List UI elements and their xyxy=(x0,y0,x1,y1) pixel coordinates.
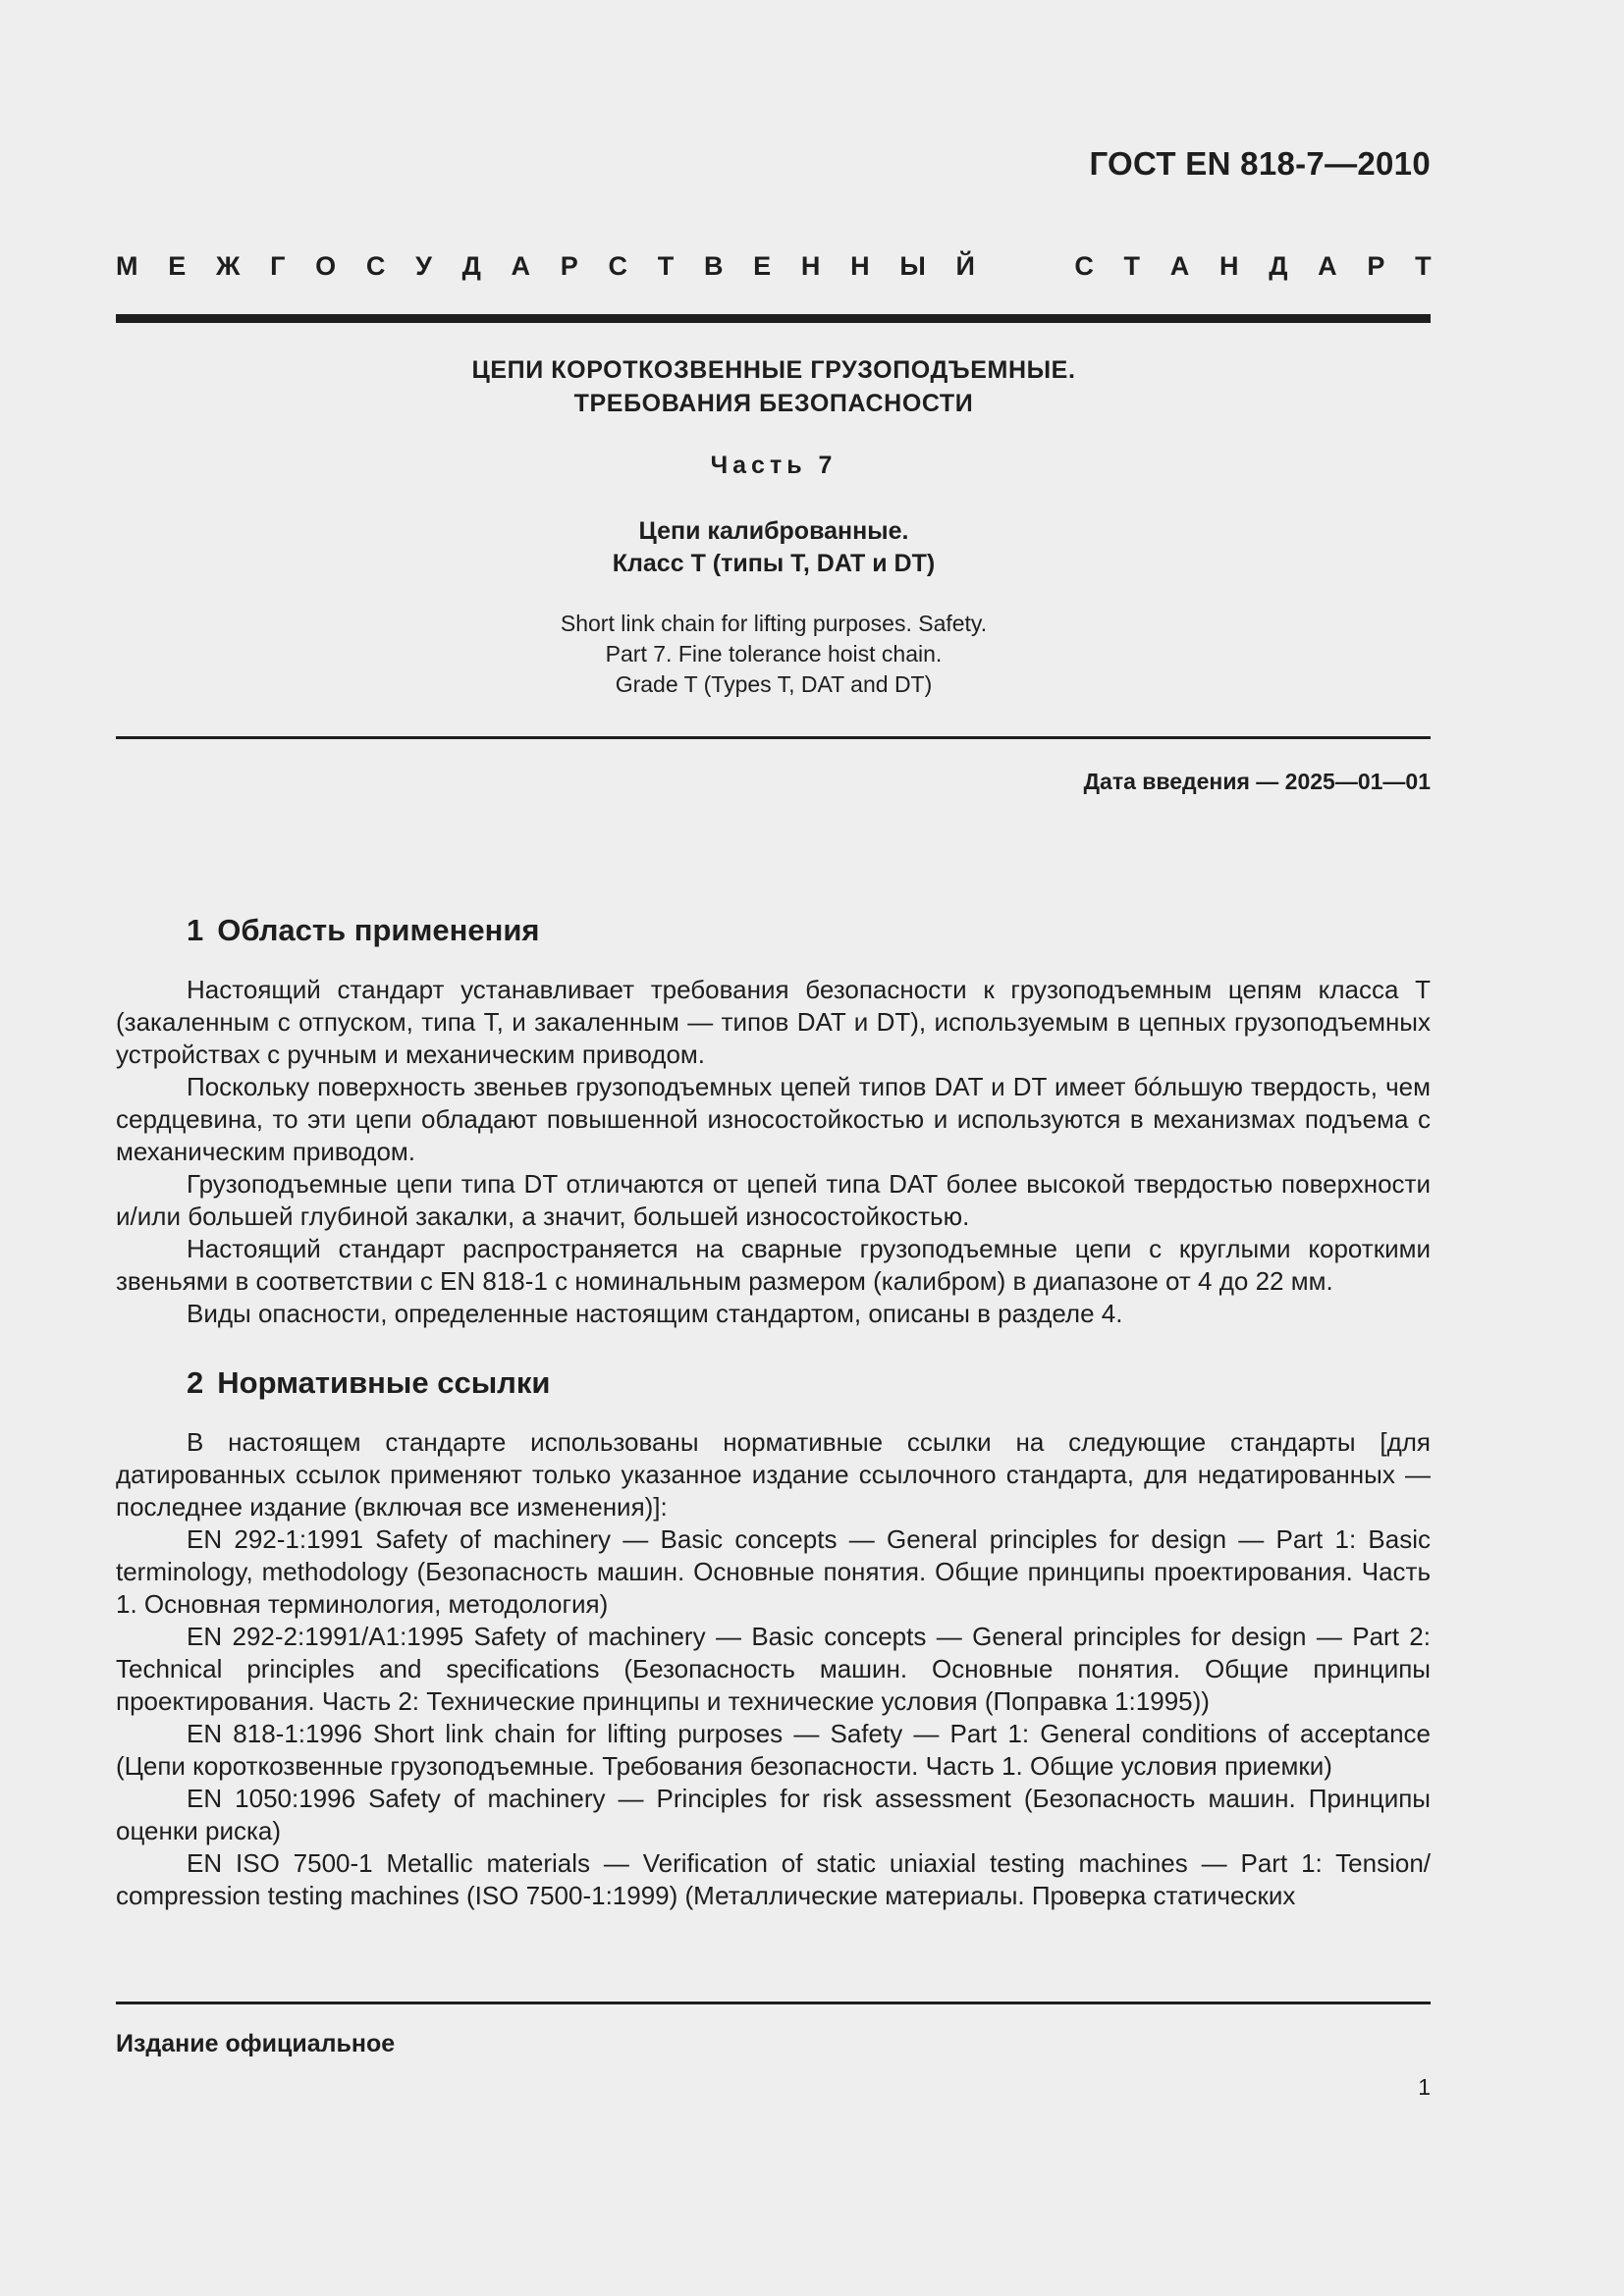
english-title-line-1: Short link chain for lifting purposes. Safety. xyxy=(560,611,988,636)
reference-entry: EN 292-2:1991/A1:1995 Safety of machinery — Basic concepts — General principles for design — Part 2: Technical principles and specifications (Безопасность машин. Основные понятия. Общие принципы проектирования. Часть 2: Технические принципы и технические условия (Поправка 1:1995)) xyxy=(116,1622,1431,1716)
banner-letter: А xyxy=(1318,251,1337,281)
document-title xyxy=(116,353,1432,420)
standard-banner xyxy=(116,251,1432,282)
reference-entry: EN 818-1:1996 Short link chain for lifting purposes — Safety — Part 1: General conditions of acceptance (Цепи короткозвенные грузоподъемные. Требования безопасности. Часть 1. Общие условия приемки) xyxy=(116,1719,1431,1781)
section-heading xyxy=(187,911,1431,950)
banner-letter: Т xyxy=(657,251,675,281)
banner-letter: У xyxy=(415,251,432,281)
title-line-1: ЦЕПИ КОРОТКОЗВЕННЫЕ ГРУЗОПОДЪЕМНЫЕ. xyxy=(471,356,1076,384)
paragraph: Настоящий стандарт распространяется на сварные грузоподъемные цепи с круглыми короткими звеньями в соответствии с EN 818-1 с номинальным размером (калибром) в диапазоне от 4 до 22 мм. xyxy=(116,1234,1431,1296)
banner-letter: Р xyxy=(1367,251,1385,281)
paragraph: Поскольку поверхность звеньев грузоподъемных цепей типов DAT и DT имеет бóльшую твердость, чем сердцевина, то эти цепи обладают повышенной износостойкостью и используются в механизмах подъема с механическим приводом. xyxy=(116,1072,1431,1166)
banner-letter: Д xyxy=(1269,251,1288,281)
paragraph: Виды опасности, определенные настоящим стандартом, описаны в разделе 4. xyxy=(187,1299,1123,1328)
english-title-line-3: Grade T (Types T, DAT and DT) xyxy=(615,671,933,697)
document-code: ГОСТ EN 818-7—2010 xyxy=(1089,145,1431,182)
banner-letter: Т xyxy=(1415,251,1432,281)
section-heading xyxy=(187,1363,1431,1403)
banner-letter: Н xyxy=(1218,251,1239,281)
banner-letter: Ы xyxy=(899,251,926,281)
banner-letter: Т xyxy=(1123,251,1141,281)
banner-letter: О xyxy=(315,251,337,281)
document-body xyxy=(116,911,1431,1912)
edition-label: Издание официальное xyxy=(116,2030,396,2057)
banner-letter: С xyxy=(365,251,386,281)
banner-letter: Й xyxy=(955,251,975,281)
banner-letter: Д xyxy=(461,251,481,281)
subtitle-line-1: Цепи калиброванные. xyxy=(638,517,909,545)
banner-letter: В xyxy=(703,251,724,281)
banner-letter: Н xyxy=(800,251,821,281)
document-subtitle xyxy=(116,515,1432,580)
paragraph: Настоящий стандарт устанавливает требования безопасности к грузоподъемным цепям класса Т (закаленным с отпуском, типа Т, и закаленным — типов DAT и DT), используемым в цепных грузоподъемных устройствах с ручным и механическим приводом. xyxy=(116,975,1431,1069)
banner-word-gap xyxy=(1005,251,1045,282)
english-title xyxy=(116,609,1432,700)
banner-letter: Ж xyxy=(215,251,241,281)
banner-letter: Е xyxy=(168,251,187,281)
section-title: Область применения xyxy=(217,913,540,947)
banner-letter: С xyxy=(608,251,627,281)
banner-letter: Г xyxy=(270,251,286,281)
part-label: Часть 7 xyxy=(710,452,838,479)
banner-letter: М xyxy=(116,251,138,281)
paragraph: Грузоподъемные цепи типа DT отличаются от цепей типа DAT более высокой твердостью поверхности и/или большей глубиной закалки, а значит, большей износостойкостью. xyxy=(116,1169,1431,1231)
introduction-date: Дата введения — 2025—01—01 xyxy=(1083,769,1431,794)
banner-letter: Е xyxy=(753,251,772,281)
title-rule xyxy=(116,736,1431,739)
subtitle-line-2: Класс Т (типы Т, DAT и DT) xyxy=(612,550,936,577)
banner-letter: А xyxy=(1169,251,1190,281)
banner-letter: Н xyxy=(850,251,870,281)
banner-letter: Р xyxy=(560,251,578,281)
paragraph: В настоящем стандарте использованы нормативные ссылки на следующие стандарты [для датированных ссылок применяют только указанное издание ссылочного стандарта, для недатированных — последнее издание (включая все изменения)]: xyxy=(116,1427,1431,1522)
page-number: 1 xyxy=(1418,2074,1431,2100)
footer-rule xyxy=(116,2002,1431,2004)
title-line-2: ТРЕБОВАНИЯ БЕЗОПАСНОСТИ xyxy=(573,390,974,417)
english-title-line-2: Part 7. Fine tolerance hoist chain. xyxy=(605,641,943,667)
banner-letter: С xyxy=(1074,251,1094,281)
section-title: Нормативные ссылки xyxy=(217,1365,551,1400)
banner-letter: А xyxy=(511,251,531,281)
reference-entry: EN 292-1:1991 Safety of machinery — Basic concepts — General principles for design — Part 1: Basic terminology, methodology (Безопасность машин. Основные понятия. Общие принципы проектирования. Часть 1. Основная терминология, методология) xyxy=(116,1524,1431,1619)
reference-entry: EN 1050:1996 Safety of machinery — Principles for risk assessment (Безопасность машин. Принципы оценки риска) xyxy=(116,1784,1431,1845)
section-number: 1 xyxy=(187,913,204,947)
reference-entry: EN ISO 7500-1 Metallic materials — Verification of static uniaxial testing machines — Part 1: Tension/ compression testing machines (ISO 7500-1:1999) (Металлические материалы. Проверка статических xyxy=(116,1848,1431,1910)
section-number: 2 xyxy=(187,1365,204,1400)
header-rule xyxy=(116,314,1431,323)
